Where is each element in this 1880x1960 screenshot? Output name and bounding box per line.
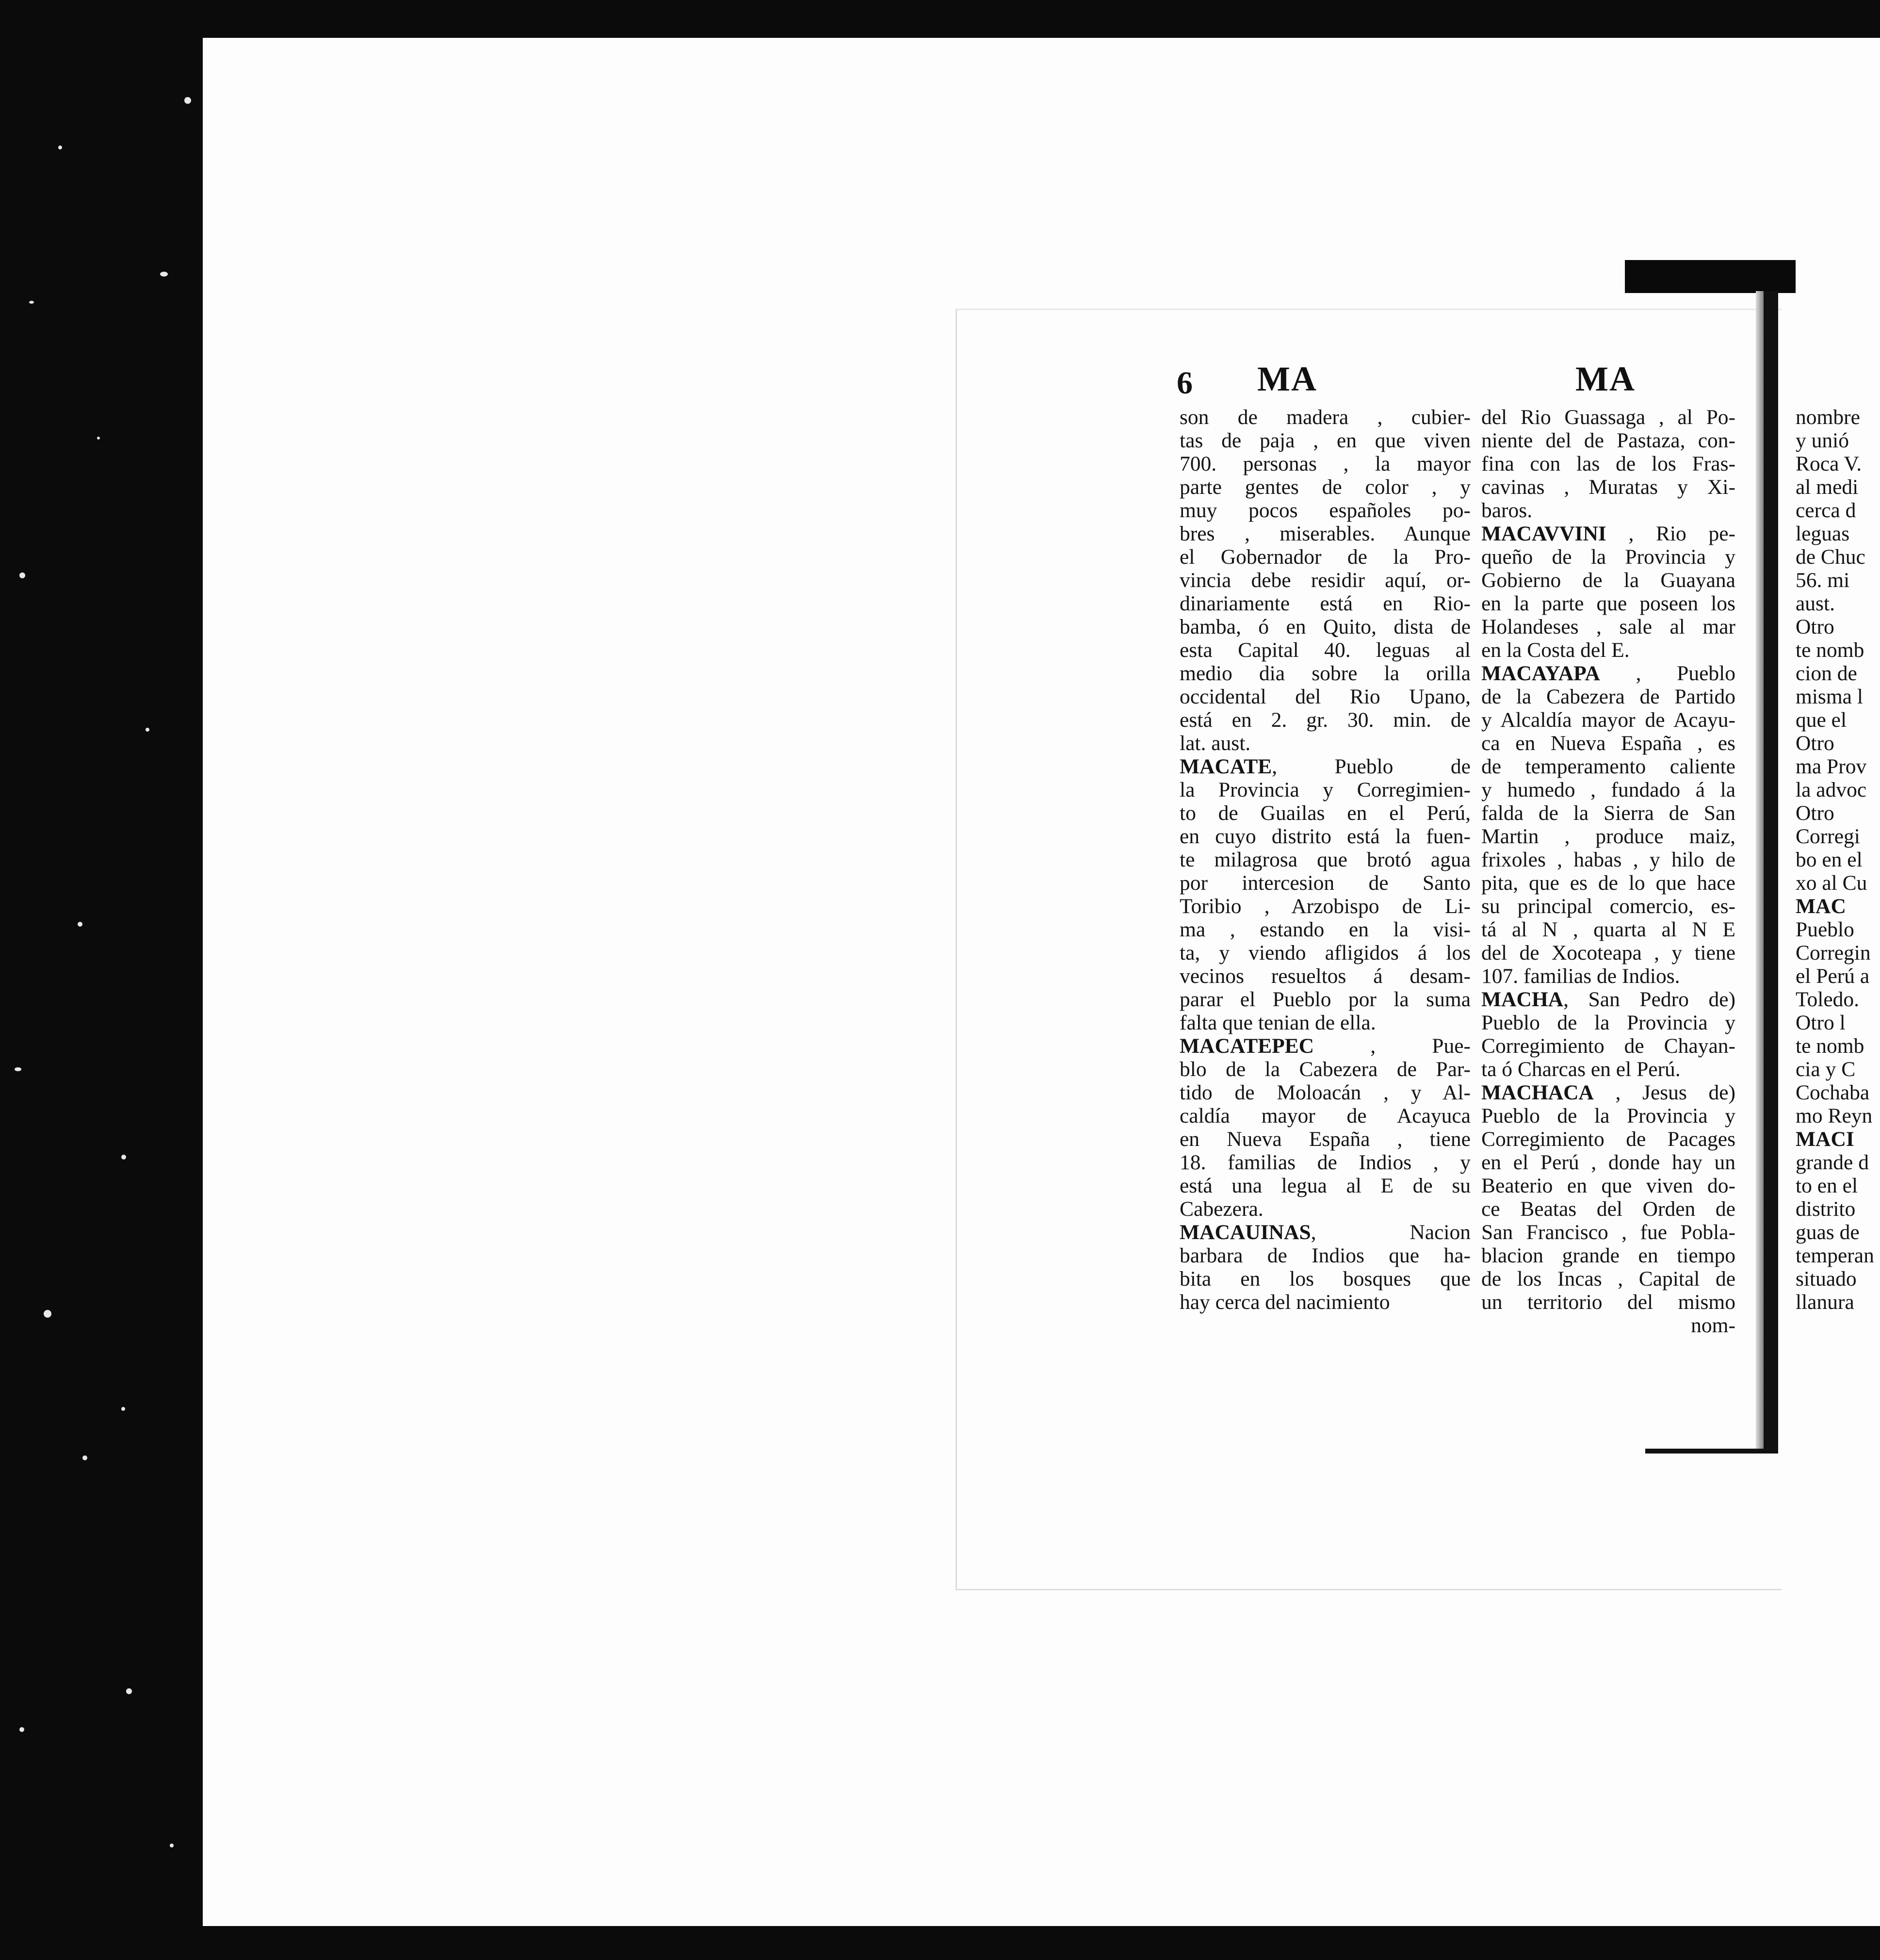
text-line: Otro <box>1796 801 1834 825</box>
text-line: llanura <box>1796 1290 1854 1314</box>
text-line: Pueblo <box>1796 918 1854 941</box>
text-line: el Gobernador de la Pro- <box>1180 545 1471 569</box>
text-line: ca en Nueva España , es <box>1481 732 1735 755</box>
text-line: Beaterio en que viven do- <box>1481 1174 1735 1197</box>
text-line: Otro <box>1796 615 1834 638</box>
text-line: 18. familias de Indios , y <box>1180 1151 1471 1174</box>
text-line: tas de paja , en que viven <box>1180 429 1471 452</box>
text-line: cia y C <box>1796 1058 1856 1081</box>
text-line: Toledo. <box>1796 988 1860 1011</box>
text-line: Pueblo de la Provincia y <box>1481 1011 1735 1034</box>
text-line: to en el <box>1796 1174 1858 1197</box>
entry-headword: MACAVVINI <box>1481 522 1606 545</box>
text-line: caldía mayor de Acayuca <box>1180 1104 1471 1127</box>
text-line: MACATEPEC , Pue- <box>1180 1034 1471 1058</box>
text-line: Toribio , Arzobispo de Li- <box>1180 895 1471 918</box>
text-line: Martin , produce maiz, <box>1481 825 1735 848</box>
text-line: de los Incas , Capital de <box>1481 1267 1735 1290</box>
text-line: Otro <box>1796 732 1834 755</box>
text-line: en la Costa del E. <box>1481 638 1630 662</box>
entry-headword: MAC <box>1796 895 1846 918</box>
text-line: blacion grande en tiempo <box>1481 1244 1735 1267</box>
text-line: Gobierno de la Guayana <box>1481 569 1735 592</box>
text-line: fina con las de los Fras- <box>1481 452 1735 475</box>
page-number: 6 <box>1177 365 1193 401</box>
text-line: Corregin <box>1796 941 1871 964</box>
text-line: Pueblo de la Provincia y <box>1481 1104 1735 1127</box>
text-line: y unió <box>1796 429 1849 452</box>
text-line: 700. personas , la mayor <box>1180 452 1471 475</box>
text-line: 107. familias de Indios. <box>1481 964 1680 988</box>
text-line: por intercesion de Santo <box>1180 871 1471 895</box>
text-line: ma , estando en la visi- <box>1180 918 1471 941</box>
running-head-right: MA <box>1575 359 1636 398</box>
text-line: y humedo , fundado á la <box>1481 778 1735 801</box>
text-line: bamba, ó en Quito, dista de <box>1180 615 1471 638</box>
text-line: ta ó Charcas en el Perú. <box>1481 1058 1681 1081</box>
text-line: el Perú a <box>1796 964 1870 988</box>
text-line: al medi <box>1796 475 1859 499</box>
text-line: un territorio del mismo <box>1481 1290 1735 1314</box>
text-line: en el Perú , donde hay un <box>1481 1151 1735 1174</box>
text-line: cion de <box>1796 662 1857 685</box>
text-line: Corregimiento de Chayan- <box>1481 1034 1735 1058</box>
text-line: Corregimiento de Pacages <box>1481 1127 1735 1151</box>
text-line: dinariamente está en Rio- <box>1180 592 1471 615</box>
text-line: vecinos resueltos á desam- <box>1180 964 1471 988</box>
entry-headword: MACATEPEC <box>1180 1034 1314 1058</box>
text-line: xo al Cu <box>1796 871 1867 895</box>
entry-headword: MACHA <box>1481 988 1564 1011</box>
text-line: de temperamento caliente <box>1481 755 1735 778</box>
text-line: temperan <box>1796 1244 1874 1267</box>
text-line: occidental del Rio Upano, <box>1180 685 1471 708</box>
text-line: bita en los bosques que <box>1180 1267 1471 1290</box>
text-line: muy pocos españoles po- <box>1180 499 1471 522</box>
text-column-2 <box>1481 406 1735 1337</box>
text-column-1 <box>1180 406 1471 1314</box>
text-line: bres , miserables. Aunque <box>1180 522 1471 545</box>
text-line: que el <box>1796 708 1847 732</box>
text-line <box>1796 895 1880 918</box>
spine-foot-rule <box>1645 1449 1778 1454</box>
text-line: tá al N , quarta al N E <box>1481 918 1735 941</box>
text-line: de Chuc <box>1796 545 1865 569</box>
text-line: te milagrosa que brotó agua <box>1180 848 1471 871</box>
text-line: de la Cabezera de Partido <box>1481 685 1735 708</box>
text-line: MACAUINAS, Nacion <box>1180 1221 1471 1244</box>
text-line: nombre <box>1796 406 1860 429</box>
text-line: en cuyo distrito está la fuen- <box>1180 825 1471 848</box>
text-column-3-partial <box>1796 406 1880 1314</box>
text-line: MACATE, Pueblo de <box>1180 755 1471 778</box>
text-line: aust. <box>1796 592 1835 615</box>
text-line: to de Guailas en el Perú, <box>1180 801 1471 825</box>
text-line: ce Beatas del Orden de <box>1481 1197 1735 1221</box>
text-line: tido de Moloacán , y Al- <box>1180 1081 1471 1104</box>
text-line: pita, que es de lo que hace <box>1481 871 1735 895</box>
entry-headword: MACAUINAS <box>1180 1221 1311 1244</box>
text-line: cerca d <box>1796 499 1856 522</box>
text-line: Holandeses , sale al mar <box>1481 615 1735 638</box>
film-border-bottom <box>0 1926 1880 1960</box>
page-tab-marker <box>1625 260 1796 293</box>
entry-headword: MACI <box>1796 1127 1854 1151</box>
text-line: bo en el <box>1796 848 1863 871</box>
text-line: del de Xocoteapa , y tiene <box>1481 941 1735 964</box>
text-line: cavinas , Muratas y Xi- <box>1481 475 1735 499</box>
text-line: Cabezera. <box>1180 1197 1264 1221</box>
text-line: hay cerca del nacimiento <box>1180 1290 1390 1314</box>
text-line: baros. <box>1481 499 1533 522</box>
text-line: Otro l <box>1796 1011 1846 1034</box>
text-line: ta, y viendo afligidos á los <box>1180 941 1471 964</box>
film-border-left <box>0 0 203 1960</box>
text-line: MACHACA , Jesus de) <box>1481 1081 1735 1104</box>
text-line: guas de <box>1796 1221 1860 1244</box>
text-line: la advoc <box>1796 778 1867 801</box>
text-line: MACHA, San Pedro de) <box>1481 988 1735 1011</box>
text-line: 56. mi <box>1796 569 1850 592</box>
text-line: distrito <box>1796 1197 1856 1221</box>
text-line: falta que tenian de ella. <box>1180 1011 1376 1034</box>
text-line: medio dia sobre la orilla <box>1180 662 1471 685</box>
text-line: está en 2. gr. 30. min. de <box>1180 708 1471 732</box>
text-line: en Nueva España , tiene <box>1180 1127 1471 1151</box>
entry-headword: MACHACA <box>1481 1081 1594 1104</box>
text-line: parar el Pueblo por la suma <box>1180 988 1471 1011</box>
text-line: está una legua al E de su <box>1180 1174 1471 1197</box>
text-line: MACAYAPA , Pueblo <box>1481 662 1735 685</box>
text-line: frixoles , habas , y hilo de <box>1481 848 1735 871</box>
text-line: mo Reyn <box>1796 1104 1873 1127</box>
text-line: Cochaba <box>1796 1081 1870 1104</box>
text-line: misma l <box>1796 685 1863 708</box>
text-line: del Rio Guassaga , al Po- <box>1481 406 1735 429</box>
text-line: blo de la Cabezera de Par- <box>1180 1058 1471 1081</box>
text-line: Roca V. <box>1796 452 1862 475</box>
text-line: lat. aust. <box>1180 732 1251 755</box>
text-line <box>1796 1127 1880 1151</box>
text-line: son de madera , cubier- <box>1180 406 1471 429</box>
text-line: leguas <box>1796 522 1850 545</box>
text-line: queño de la Provincia y <box>1481 545 1735 569</box>
text-line: falda de la Sierra de San <box>1481 801 1735 825</box>
text-line: San Francisco , fue Pobla- <box>1481 1221 1735 1244</box>
text-line: esta Capital 40. leguas al <box>1180 638 1471 662</box>
entry-headword: MACATE <box>1180 755 1272 778</box>
text-line: te nomb <box>1796 638 1864 662</box>
text-line: grande d <box>1796 1151 1869 1174</box>
text-line: parte gentes de color , y <box>1180 475 1471 499</box>
text-line: niente del de Pastaza, con- <box>1481 429 1735 452</box>
text-line: nom- <box>1691 1314 1735 1337</box>
text-line: te nomb <box>1796 1034 1864 1058</box>
entry-headword: MACAYAPA <box>1481 662 1600 685</box>
text-line: la Provincia y Corregimien- <box>1180 778 1471 801</box>
text-line: en la parte que poseen los <box>1481 592 1735 615</box>
text-line: barbara de Indios que ha- <box>1180 1244 1471 1267</box>
book-spine <box>1764 291 1778 1454</box>
text-line: su principal comercio, es- <box>1481 895 1735 918</box>
film-border-top <box>0 0 1880 38</box>
text-line: vincia debe residir aquí, or- <box>1180 569 1471 592</box>
running-head-left: MA <box>1257 359 1317 398</box>
text-line: ma Prov <box>1796 755 1867 778</box>
text-line: Corregi <box>1796 825 1860 848</box>
text-line: MACAVVINI , Rio pe- <box>1481 522 1735 545</box>
text-line: y Alcaldía mayor de Acayu- <box>1481 708 1735 732</box>
text-line: situado <box>1796 1267 1857 1290</box>
